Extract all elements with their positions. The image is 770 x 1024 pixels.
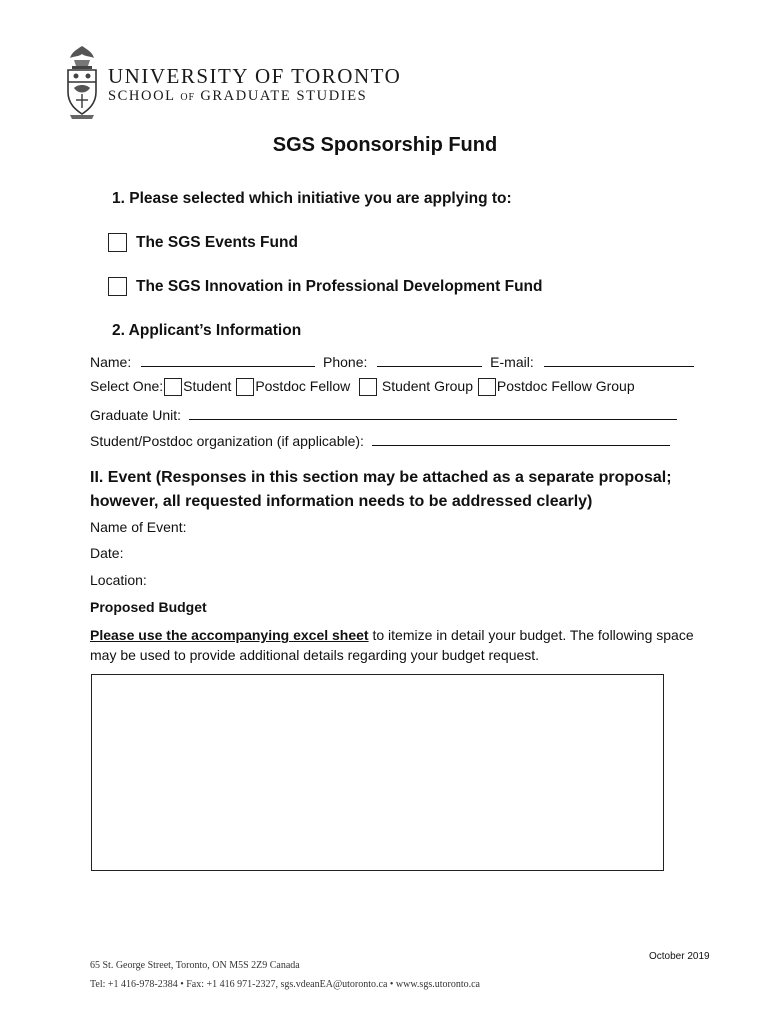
postdoc-fellow-label: Postdoc Fellow <box>255 378 351 394</box>
event-section-heading: II. Event (Responses in this section may be attached as a separate proposal; however, all requested information needs to be addressed clearly) <box>90 469 672 510</box>
name-field[interactable] <box>141 352 315 367</box>
email-label: E-mail: <box>490 354 534 370</box>
graduate-unit-row <box>90 405 677 423</box>
budget-instructions <box>90 625 710 665</box>
events-fund-label: The SGS Events Fund <box>136 234 298 251</box>
student-group-checkbox[interactable] <box>359 378 377 396</box>
event-date-label: Date: <box>90 545 124 561</box>
student-group-label: Student Group <box>381 378 473 394</box>
select-one-label: Select One: <box>90 378 164 394</box>
postdoc-fellow-group-checkbox[interactable] <box>478 378 496 396</box>
excel-sheet-reference: Please use the accompanying excel sheet <box>90 627 369 643</box>
email-field[interactable] <box>544 352 694 367</box>
form-date: October 2019 <box>649 951 710 962</box>
events-fund-checkbox[interactable] <box>108 233 127 252</box>
footer-contact: Tel: +1 416-978-2384 • Fax: +1 416 971-2327, sgs.vdeanEA@utoronto.ca • www.sgs.utoronto.ca <box>90 979 480 990</box>
graduate-unit-field[interactable] <box>189 405 677 420</box>
budget-details-box[interactable] <box>91 674 664 871</box>
university-crest-icon <box>62 44 102 120</box>
student-checkbox[interactable] <box>164 378 182 396</box>
contact-row <box>90 352 694 370</box>
school-name: SCHOOL OF GRADUATE STUDIES <box>108 88 368 104</box>
name-label: Name: <box>90 354 132 370</box>
organization-label: Student/Postdoc organization (if applicable): <box>90 433 364 449</box>
organization-row <box>90 431 670 449</box>
innovation-fund-checkbox[interactable] <box>108 277 127 296</box>
student-label: Student <box>183 378 232 394</box>
budget-instructions-text: to itemize in detail your budget. The following space may be used to provide additional details regarding your budget request. <box>90 627 694 663</box>
innovation-fund-label: The SGS Innovation in Professional Development Fund <box>136 278 543 295</box>
phone-label: Phone: <box>323 354 368 370</box>
postdoc-fellow-checkbox[interactable] <box>236 378 254 396</box>
university-name: UNIVERSITY OF TORONTO <box>108 64 402 88</box>
proposed-budget-heading: Proposed Budget <box>90 599 207 615</box>
page-title: SGS Sponsorship Fund <box>272 134 498 156</box>
footer-address: 65 St. George Street, Toronto, ON M5S 2Z9 Canada <box>90 960 300 971</box>
event-location-label: Location: <box>90 572 147 588</box>
organization-field[interactable] <box>372 431 670 446</box>
section2-heading: 2. Applicant’s Information <box>112 322 302 339</box>
select-one-row <box>90 378 635 396</box>
section1-heading: 1. Please selected which initiative you are applying to: <box>112 190 512 207</box>
event-name-label: Name of Event: <box>90 519 187 535</box>
postdoc-fellow-group-label: Postdoc Fellow Group <box>496 378 635 394</box>
phone-field[interactable] <box>377 352 482 367</box>
graduate-unit-label: Graduate Unit: <box>90 407 182 423</box>
